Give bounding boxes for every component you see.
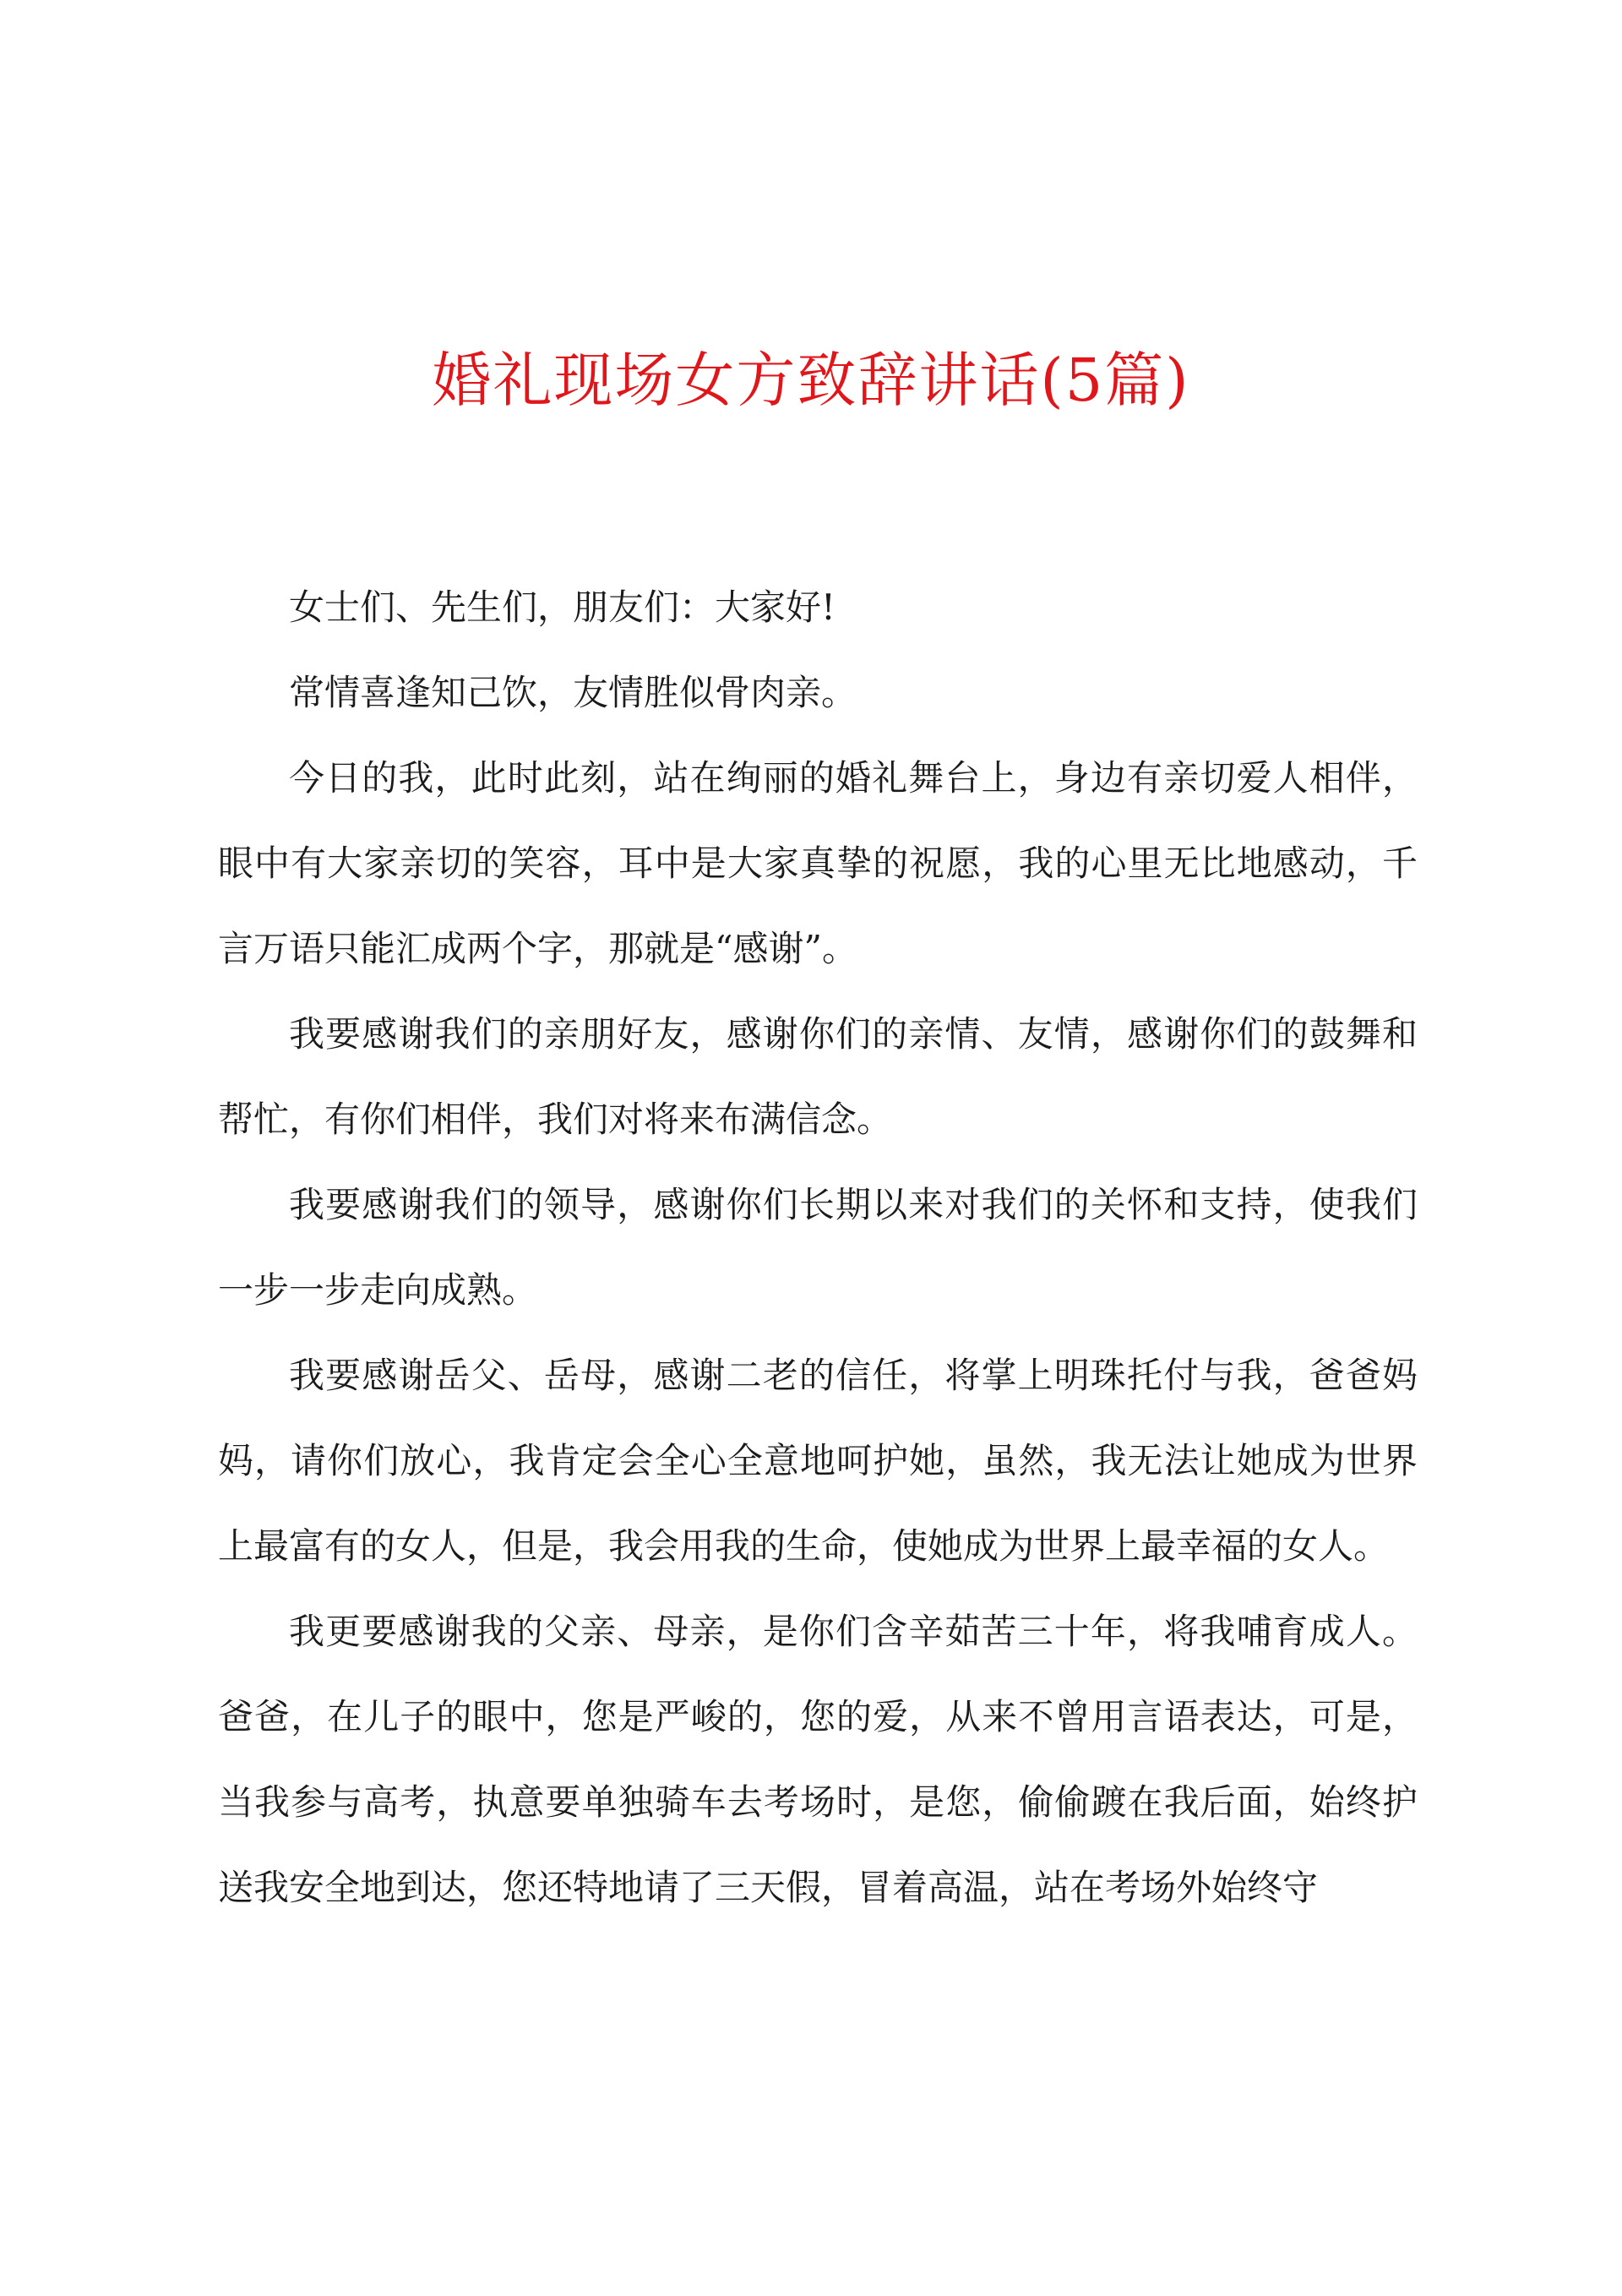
paragraph-thanks-leaders: 我要感谢我们的领导，感谢你们长期以来对我们的关怀和支持，使我们一步一步走向成熟。 <box>218 1184 1418 1311</box>
paragraph-thanks-parents: 我更要感谢我的父亲、母亲，是你们含辛茹苦三十年，将我哺育成人。爸爸，在儿子的眼中，您是严峻的，您的爱，从来不曾用言语表达，可是，当我参与高考，执意要单独骑车去考场时，是您，偷偷踱在我后面，始终护送我安全地到达，您还特地请了三天假，冒着高温，站在考场外始终守 <box>218 1611 1418 1908</box>
document-body <box>218 564 1418 1930</box>
paragraph-thanks-in-laws: 我要感谢岳父、岳母，感谢二老的信任，将掌上明珠托付与我，爸爸妈妈，请你们放心，我肯定会全心全意地呵护她，虽然，我无法让她成为世界上最富有的女人，但是，我会用我的生命，使她成为世界上最幸福的女人。 <box>218 1355 1418 1567</box>
paragraph-gratitude: 今日的我，此时此刻，站在绚丽的婚礼舞台上，身边有亲切爱人相伴，眼中有大家亲切的笑容，耳中是大家真挚的祝愿，我的心里无比地感动，千言万语只能汇成两个字，那就是“感谢”。 <box>218 757 1418 969</box>
paragraph-proverb: 常情喜逢知己饮，友情胜似骨肉亲。 <box>289 672 857 713</box>
paragraph-greeting: 女士们、先生们，朋友们：大家好! <box>289 586 835 628</box>
paragraph-thanks-friends: 我要感谢我们的亲朋好友，感谢你们的亲情、友情，感谢你们的鼓舞和帮忙，有你们相伴，我们对将来布满信念。 <box>218 1013 1418 1140</box>
document-title: 婚礼现场女方致辞讲话(5篇) <box>432 346 1190 415</box>
